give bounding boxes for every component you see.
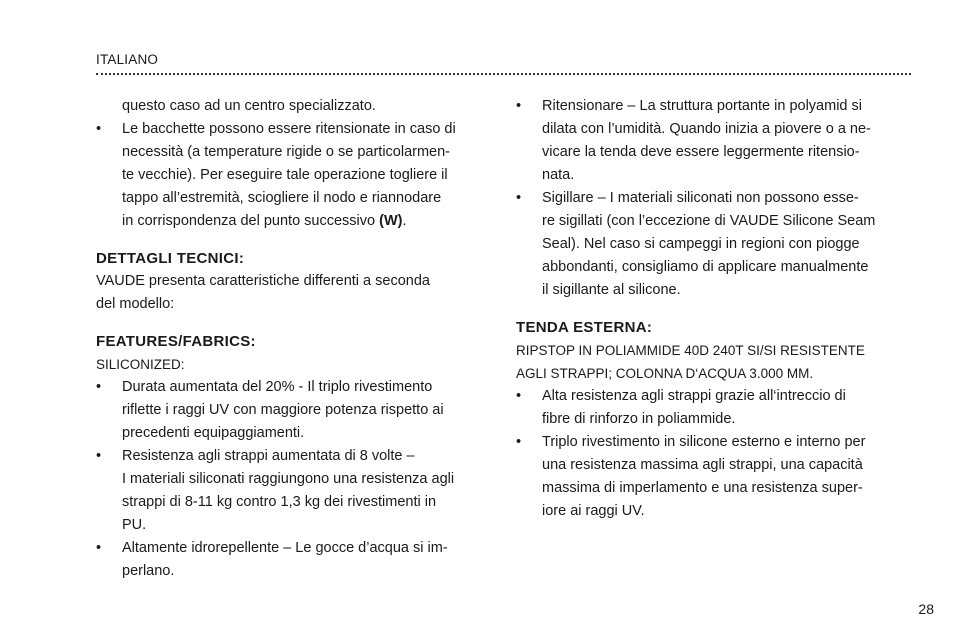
bullet-line: il sigillante al silicone. xyxy=(542,282,681,298)
bullet-retension xyxy=(516,95,916,187)
continuation-text: questo caso ad un centro specializzato. xyxy=(122,98,376,114)
bullet-line: • Durata aumentata del 20% - Il triplo rivestimento xyxy=(122,379,433,395)
siliconized-label: SILICONIZED: xyxy=(96,357,185,372)
bullet-line-last xyxy=(122,210,496,233)
bullet-line: iore ai raggi UV. xyxy=(542,503,645,519)
tech-text-line: VAUDE presenta caratteristiche differenti a seconda xyxy=(96,273,430,289)
bullet-durability xyxy=(96,376,496,445)
bullet-line: necessità (a temperature rigide o se particolarmen- xyxy=(122,144,451,160)
bullet-line: • Ritensionare – La struttura portante in polyamid si xyxy=(542,98,862,114)
bullet-ripstop xyxy=(516,385,916,431)
bullet-line: precedenti equipaggiamenti. xyxy=(122,425,305,441)
bullet-line: re sigillati (con l’eccezione di VAUDE Silicone Seam xyxy=(542,213,876,229)
bullet-line: perlano. xyxy=(122,563,175,579)
punctuation: . xyxy=(402,213,407,229)
bullet-tension xyxy=(96,118,496,233)
bullet-line: massima di imperlamento e una resistenza super- xyxy=(542,480,863,496)
bullet-line: fibre di rinforzo in poliammide. xyxy=(542,411,736,427)
bullet-line: vicare la tenda deve essere leggermente ritensio- xyxy=(542,144,860,160)
bullet-line: una resistenza massima agli strappi, una capacità xyxy=(542,457,863,473)
bullet-line: I materiali siliconati raggiungono una resistenza agli xyxy=(122,471,455,487)
bullet-water-repellent xyxy=(96,537,496,583)
bullet-tear-resistance xyxy=(96,445,496,537)
bullet-line: • Le bacchette possono essere ritensionate in caso di xyxy=(122,121,456,137)
outer-spec-line: RIPSTOP IN POLIAMMIDE 40D 240T SI/SI RESISTENTE xyxy=(516,343,865,358)
bullet-line: • Sigillare – I materiali siliconati non possono esse- xyxy=(542,190,859,206)
tech-details-heading: DETTAGLI TECNICI: xyxy=(96,250,245,267)
left-column xyxy=(96,95,496,583)
section-language-header: ITALIANO xyxy=(96,52,159,67)
bullet-line: Seal). Nel caso si campeggi in regioni con piogge xyxy=(542,236,860,252)
bullet-line: • Altamente idrorepellente – Le gocce d’acqua si im- xyxy=(122,540,448,556)
bullet-line: te vecchie). Per eseguire tale operazione togliere il xyxy=(122,167,448,183)
bullet-line: PU. xyxy=(122,517,147,533)
bullet-line: abbondanti, consigliamo di applicare manualmente xyxy=(542,259,869,275)
bullet-triple-coating xyxy=(516,431,916,523)
features-heading: FEATURES/FABRICS: xyxy=(96,333,256,350)
bullet-seal xyxy=(516,187,916,302)
outer-spec-line: AGLI STRAPPI; COLONNA D‘ACQUA 3.000 MM. xyxy=(516,366,814,381)
dotted-divider xyxy=(96,73,911,75)
outer-tent-heading: TENDA ESTERNA: xyxy=(516,319,653,336)
bullet-line: • Resistenza agli strappi aumentata di 8 volte – xyxy=(122,448,415,464)
page-number: 28 xyxy=(918,601,934,617)
figure-reference: (W) xyxy=(379,213,403,229)
right-column xyxy=(516,95,916,523)
bullet-line-text: in corrispondenza del punto successivo xyxy=(122,213,376,229)
tech-text-line: del modello: xyxy=(96,296,175,312)
bullet-line: nata. xyxy=(542,167,575,183)
bullet-line: dilata con l’umidità. Quando inizia a piovere o a ne- xyxy=(542,121,871,137)
bullet-line: tappo all’estremità, sciogliere il nodo e riannodare xyxy=(122,190,442,206)
bullet-line: • Triplo rivestimento in silicone esterno e interno per xyxy=(542,434,866,450)
bullet-line: • Alta resistenza agli strappi grazie all‘intreccio di xyxy=(542,388,846,404)
bullet-line: strappi di 8-11 kg contro 1,3 kg dei rivestimenti in xyxy=(122,494,437,510)
bullet-line: riflette i raggi UV con maggiore potenza rispetto ai xyxy=(122,402,444,418)
